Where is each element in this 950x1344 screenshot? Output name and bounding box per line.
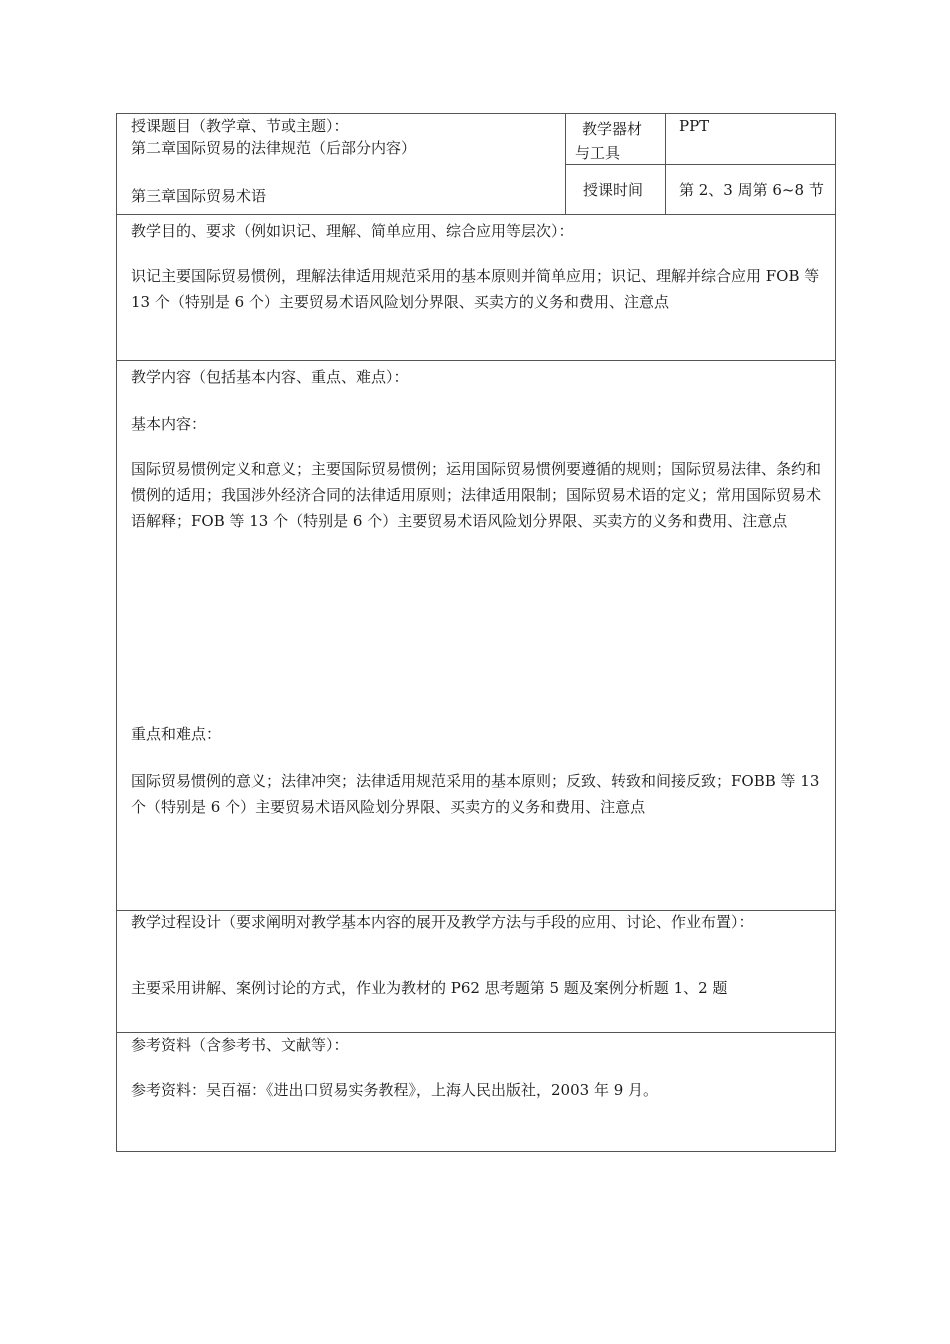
references-section — [117, 1033, 835, 1151]
topic-cell — [117, 114, 566, 215]
references-label: 参考资料（含参考书、文献等）： — [131, 1036, 349, 1054]
topic-label: 授课题目（教学章、节或主题）： — [131, 117, 349, 135]
equipment-label-cell — [566, 114, 666, 165]
topic-line-1: 第二章国际贸易的法律规范（后部分内容） — [131, 139, 417, 157]
time-value: 第 2、3 周第 6~8 节 — [679, 181, 824, 199]
content-section — [117, 361, 835, 911]
lesson-plan-table — [116, 113, 836, 1152]
time-label: 授课时间 — [583, 181, 644, 199]
basic-content-text: 国际贸易惯例定义和意义；主要国际贸易惯例；运用国际贸易惯例要遵循的规则；国际贸易法律、条约和惯例的适用；我国涉外经济合同的法律适用原则；法律适用限制；国际贸易术语的定义；常用国际贸易术语解释；FOB 等 13 个（特别是 6 个）主要贸易术语风险划分界限、买卖方的义务和费用、注意点 — [131, 460, 822, 530]
key-points-text: 国际贸易惯例的意义；法律冲突；法律适用规范采用的基本原则；反致、转致和间接反致；FOBB 等 13 个（特别是 6 个）主要贸易术语风险划分界限、买卖方的义务和费用、注意点 — [131, 772, 820, 816]
time-value-cell — [666, 165, 835, 215]
equipment-label-line-2: 与工具 — [575, 144, 621, 162]
objectives-text: 识记主要国际贸易惯例，理解法律适用规范采用的基本原则并简单应用；识记、理解并综合应用 FOB 等 13 个（特别是 6 个）主要贸易术语风险划分界限、买卖方的义务和费用、注意点 — [131, 267, 820, 311]
objectives-section — [117, 215, 835, 361]
equipment-label-line-1: 教学器材 — [582, 120, 643, 138]
equipment-value: PPT — [679, 117, 710, 135]
content-label: 教学内容（包括基本内容、重点、难点）： — [131, 368, 409, 386]
process-label: 教学过程设计（要求阐明对教学基本内容的展开及教学方法与手段的应用、讨论、作业布置）： — [131, 913, 754, 931]
process-text: 主要采用讲解、案例讨论的方式，作业为教材的 P62 思考题第 5 题及案例分析题 1、2 题 — [131, 979, 728, 997]
basic-content-label: 基本内容： — [131, 415, 207, 433]
references-text: 参考资料：吴百福：《进出口贸易实务教程》，上海人民出版社，2003 年 9 月。 — [131, 1081, 659, 1099]
objectives-label: 教学目的、要求（例如识记、理解、简单应用、综合应用等层次）： — [131, 222, 574, 240]
topic-line-2: 第三章国际贸易术语 — [131, 187, 267, 205]
time-label-cell — [566, 165, 666, 215]
equipment-value-cell — [666, 114, 835, 165]
key-points-label: 重点和难点： — [131, 725, 222, 743]
process-section — [117, 911, 835, 1033]
